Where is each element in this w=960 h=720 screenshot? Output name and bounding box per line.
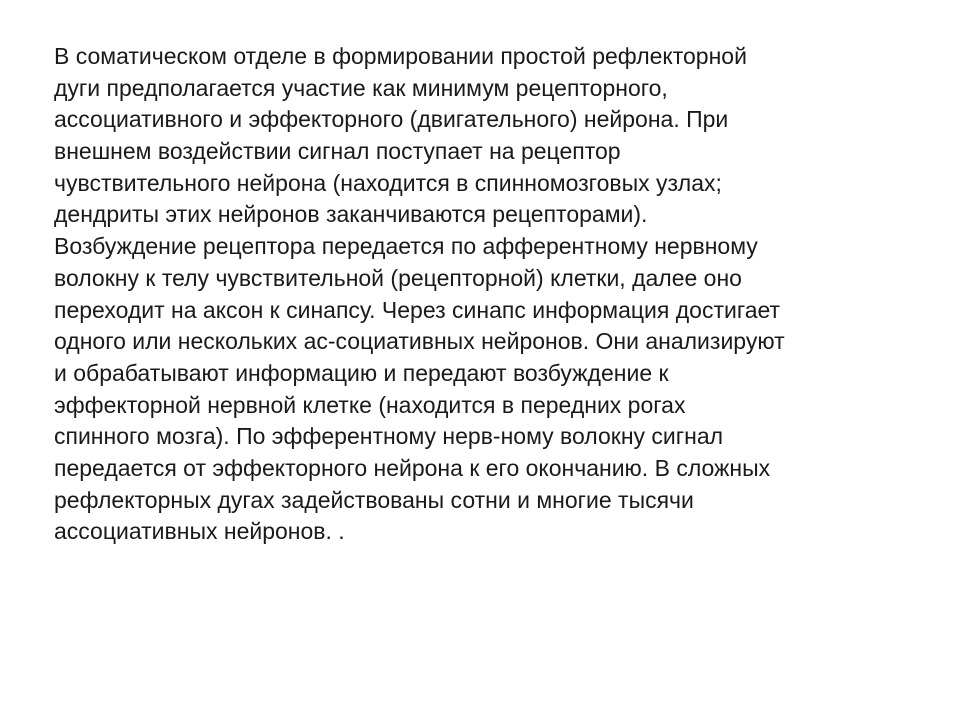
- text-line-10: одного или нескольких ас-социативных нейронов. Они анализируют: [54, 328, 785, 355]
- text-line-12: эффекторной нервной клетке (находится в передних рогах: [54, 391, 686, 418]
- text-line-13: спинного мозга). По эфферентному нерв-ному волокну сигнал: [54, 423, 724, 450]
- text-line-4: внешнем воздействии сигнал поступает на рецептор: [54, 138, 621, 165]
- text-line-1: В соматическом отделе в формировании простой рефлекторной: [54, 43, 747, 69]
- text-line-6: дендриты этих нейронов заканчиваются рецепторами).: [54, 201, 648, 228]
- text-line-9: переходит на аксон к синапсу. Через синапс информация достигает: [54, 296, 781, 323]
- body-text: [54, 41, 924, 548]
- text-line-7: Возбуждение рецептора передается по афферентному нервному: [54, 233, 758, 260]
- text-line-5: чувствительного нейрона (находится в спинномозговых узлах;: [54, 169, 722, 196]
- text-line-16: ассоциативных нейронов. .: [54, 518, 345, 545]
- text-line-3: ассоциативного и эффекторного (двигательного) нейрона. При: [54, 106, 729, 133]
- text-line-8: волокну к телу чувствительной (рецепторной) клетки, далее оно: [54, 264, 742, 291]
- text-line-15: рефлекторных дугах задействованы сотни и многие тысячи: [54, 486, 694, 513]
- text-line-2: дуги предполагается участие как минимум рецепторного,: [54, 74, 668, 101]
- text-line-11: и обрабатывают информацию и передают возбуждение к: [54, 359, 669, 386]
- text-line-14: передается от эффекторного нейрона к его окончанию. В сложных: [54, 454, 771, 481]
